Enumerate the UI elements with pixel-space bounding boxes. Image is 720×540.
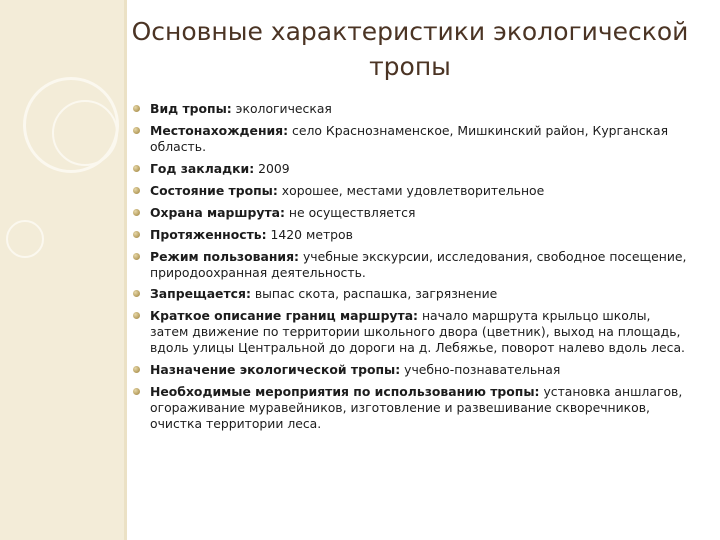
bullet-icon bbox=[133, 290, 140, 297]
list-item bbox=[131, 308, 691, 355]
item-text: учебно-познавательная bbox=[400, 362, 561, 378]
list-item bbox=[131, 286, 691, 302]
item-text: 1420 метров bbox=[266, 226, 353, 242]
band-edge bbox=[124, 0, 127, 540]
list-item bbox=[131, 123, 691, 155]
bullet-icon bbox=[133, 388, 140, 395]
item-label: Местонахождения: bbox=[150, 122, 289, 138]
item-text: хорошее, местами удовлетворительное bbox=[277, 182, 545, 198]
item-label: Протяженность: bbox=[150, 226, 267, 242]
list-item bbox=[131, 249, 691, 281]
characteristics-list bbox=[131, 101, 691, 438]
item-text: село Краснознаменское, Мишкинский район, Курганская область. bbox=[150, 122, 669, 154]
item-label: Состояние тропы: bbox=[150, 182, 278, 198]
bullet-icon bbox=[133, 165, 140, 172]
decorative-ring bbox=[52, 100, 118, 166]
item-text: экологическая bbox=[231, 101, 332, 116]
item-text: выпас скота, распашка, загрязнение bbox=[250, 286, 498, 302]
item-text: установка аншлагов, огораживание муравейников, изготовление и развешивание скворечников, очистка территории леса. bbox=[150, 384, 683, 431]
bullet-icon bbox=[133, 187, 140, 194]
list-item bbox=[131, 101, 691, 117]
bullet-icon bbox=[133, 231, 140, 238]
list-item bbox=[131, 227, 691, 243]
item-text: учебные экскурсии, исследования, свободное посещение, природоохранная деятельность. bbox=[150, 248, 687, 280]
item-label: Необходимые мероприятия по использованию тропы: bbox=[150, 384, 540, 400]
item-text: начало маршрута крыльцо школы, затем движение по территории школьного двора (цветник), выход на площадь, вдоль улицы Центральной до дороги на д. Лебяжье, поворот налево вдоль леса. bbox=[150, 308, 685, 356]
bullet-icon bbox=[133, 127, 140, 134]
item-label: Краткое описание границ маршрута: bbox=[150, 308, 419, 324]
decorative-ring bbox=[6, 220, 44, 258]
list-item bbox=[131, 205, 691, 221]
decorative-side-band bbox=[0, 0, 127, 540]
list-item bbox=[131, 161, 691, 177]
list-item bbox=[131, 362, 691, 378]
bullet-icon bbox=[133, 253, 140, 260]
bullet-icon bbox=[133, 105, 140, 112]
item-label: Назначение экологической тропы: bbox=[150, 362, 401, 378]
item-label: Вид тропы: bbox=[150, 101, 232, 116]
item-label: Запрещается: bbox=[150, 286, 251, 302]
item-label: Режим пользования: bbox=[150, 248, 299, 264]
bullet-icon bbox=[133, 209, 140, 216]
item-text: не осуществляется bbox=[284, 204, 416, 220]
slide-title: Основные характеристики экологической тропы bbox=[131, 17, 689, 81]
bullet-icon bbox=[133, 312, 140, 319]
item-label: Год закладки: bbox=[150, 160, 255, 176]
item-text: 2009 bbox=[254, 160, 290, 176]
item-label: Охрана маршрута: bbox=[150, 204, 285, 220]
bullet-icon bbox=[133, 366, 140, 373]
list-item bbox=[131, 384, 691, 431]
list-item bbox=[131, 183, 691, 199]
